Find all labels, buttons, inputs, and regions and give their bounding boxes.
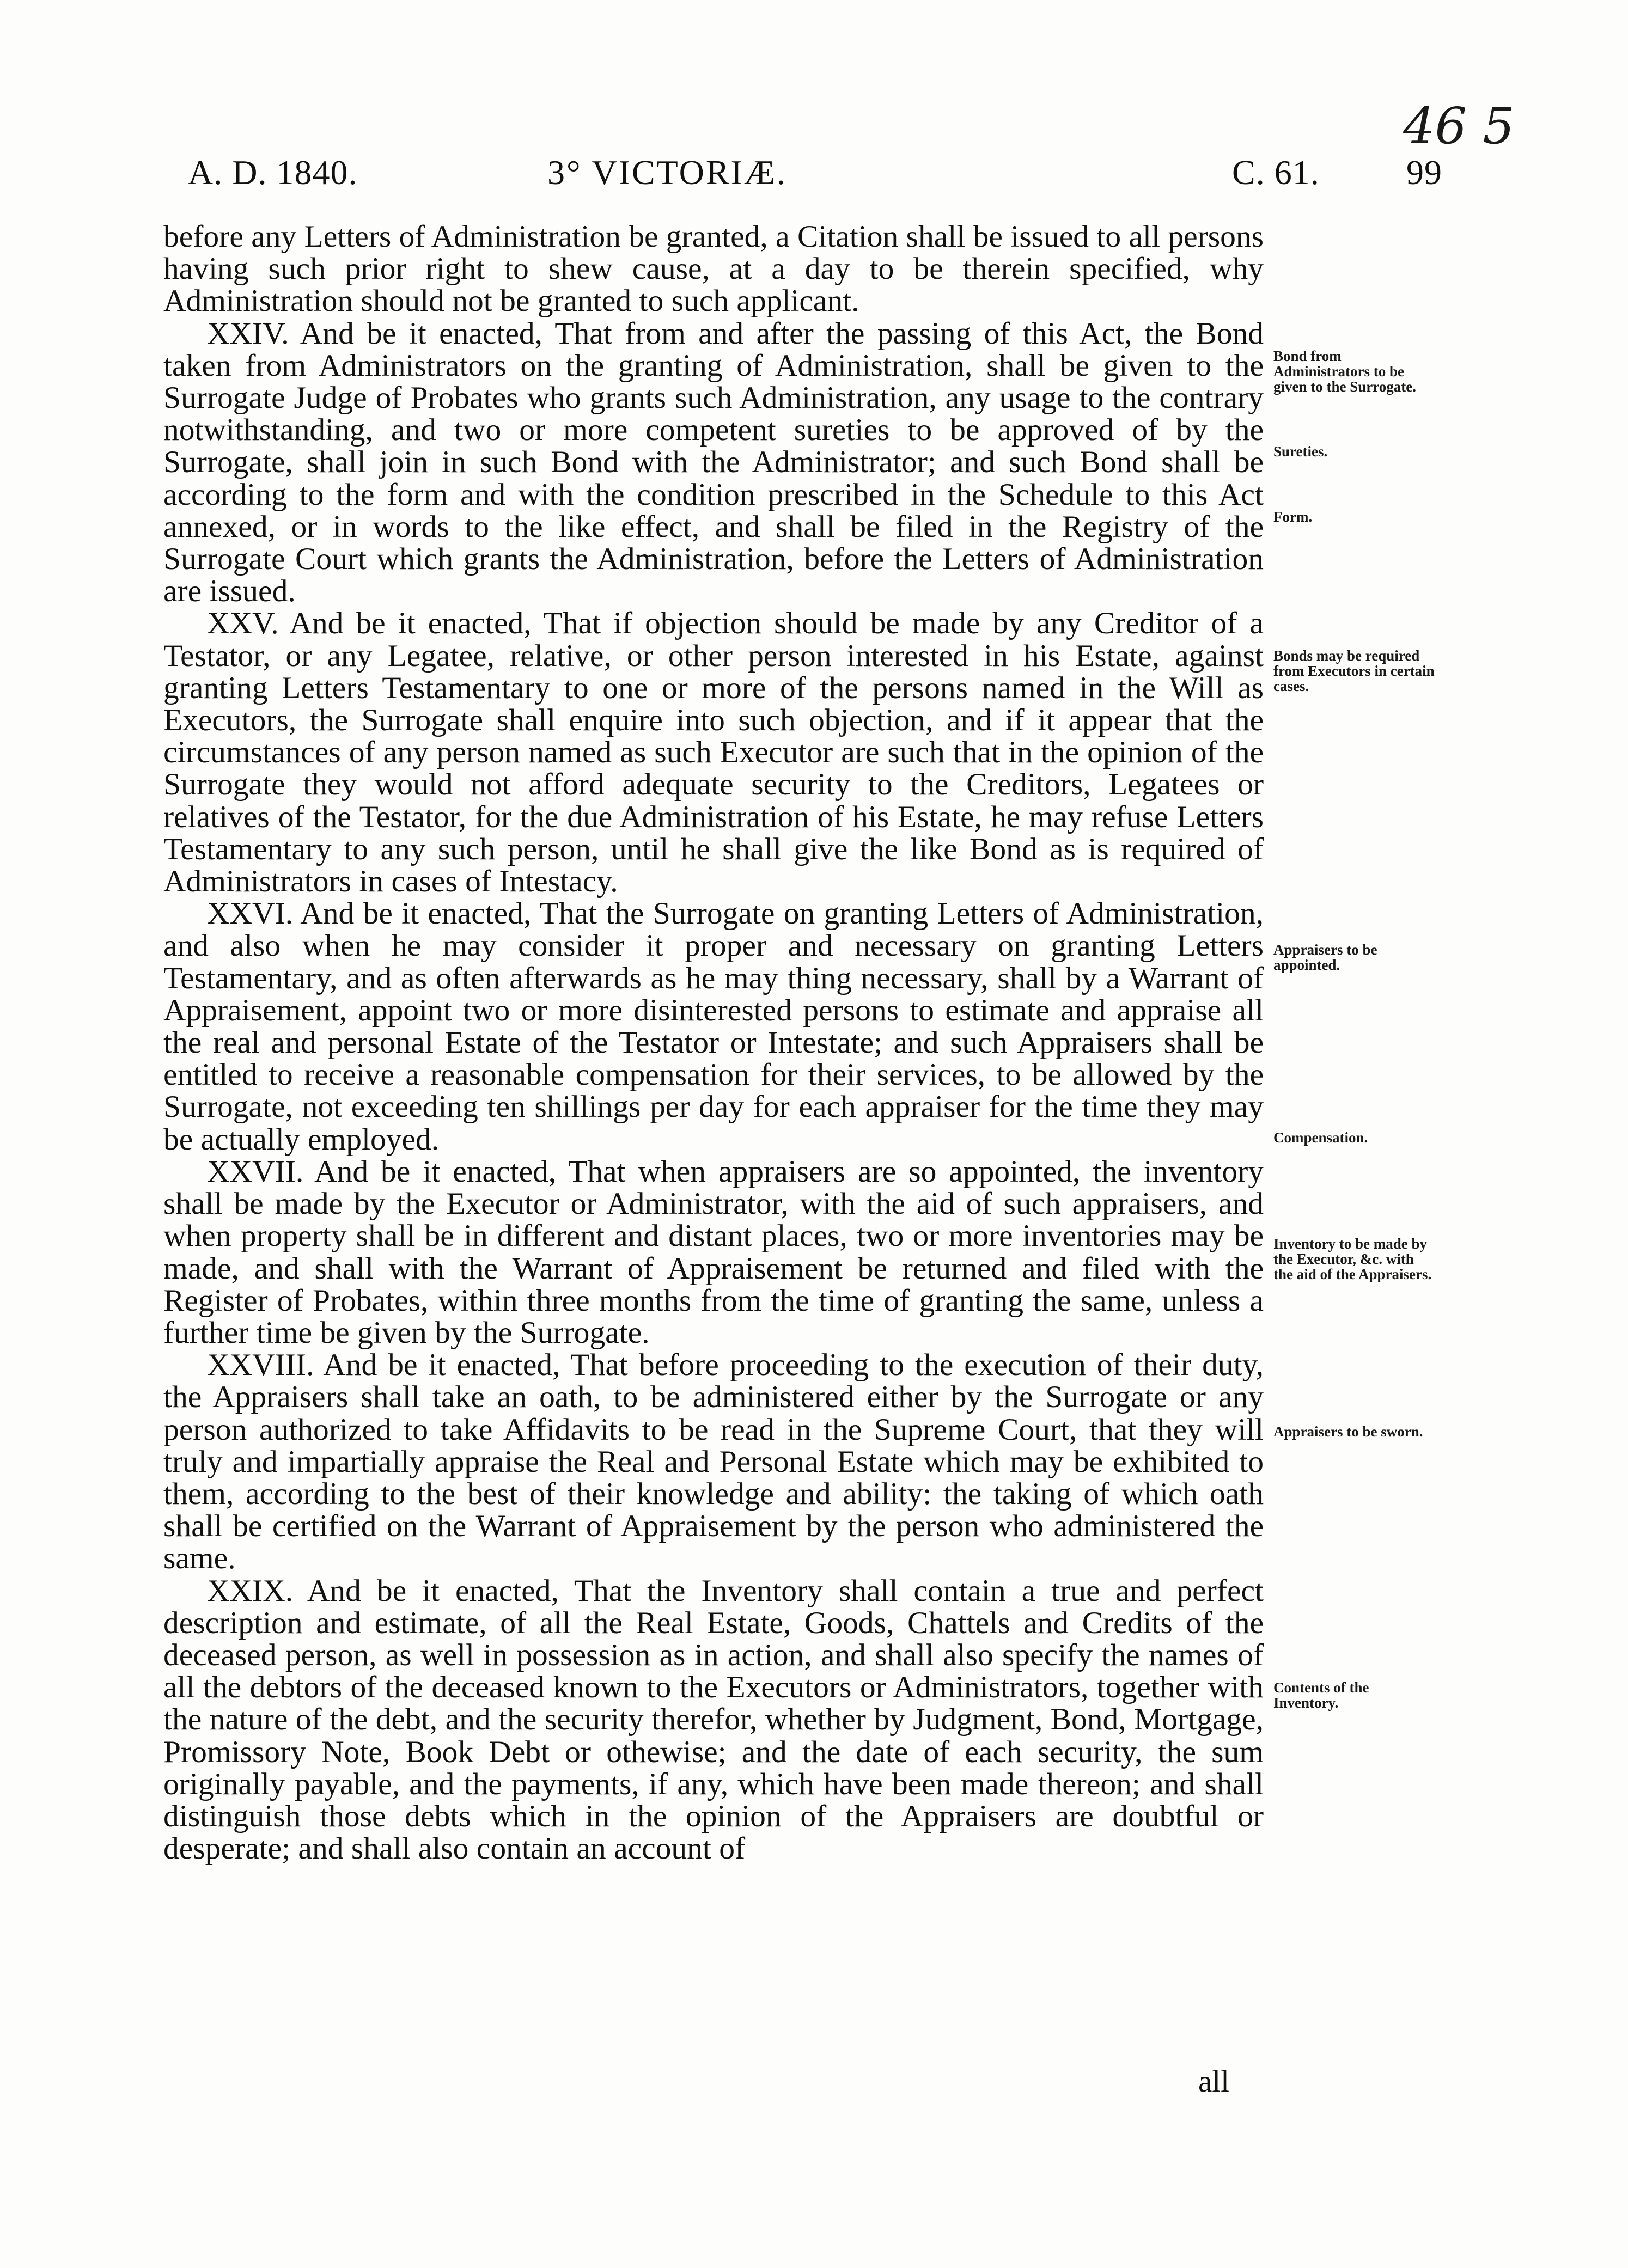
header-reign: 3° VICTORIÆ. <box>547 153 787 192</box>
section-xxiv: XXIV. And be it enacted, That from and after the passing of this Act, the Bond taken from Administrators on the granting of Administration, shall be given to the Surrogate Judge of Probates who grants such Administration, any usage to the contrary notwithstanding, and two or more competent sureties to be approved of by the Surrogate, shall join in such Bond with the Administrator; and such Bond shall be according to the form and with the condition prescribed in the Schedule to this Act annexed, or in words to the like effect, and shall be filed in the Registry of the Surrogate Court which grants the Administration, before the Letters of Administration are issued. <box>163 316 1264 609</box>
margin-note-compensation: Compensation. <box>1273 1129 1368 1146</box>
margin-note-sworn: Appraisers to be sworn. <box>1273 1423 1423 1440</box>
margin-note-appraisers: Appraisers to be appointed. <box>1273 942 1377 973</box>
catchword: all <box>1198 2064 1229 2099</box>
section-xxviii: XXVIII. And be it enacted, That before proceeding to the execution of their duty, the Appraisers shall take an oath, to be administered either by the Surrogate or any person authorized to take Affidavits to be read in the Supreme Court, that they will truly and impartially appraise the Real and Personal Estate which may be exhibited to them, according to the best of their knowledge and ability: the taking of which oath shall be certified on the Warrant of Appraisement by the person who administered the same. <box>163 1348 1264 1576</box>
margin-note-form: Form. <box>1273 509 1313 525</box>
statute-text <box>163 221 1264 1864</box>
section-xxix: XXIX. And be it enacted, That the Inventory shall contain a true and perfect description and estimate, of all the Real Estate, Goods, Chattels and Credits of the deceased person, as well in possession as in action, and shall also specify the names of all the debtors of the deceased known to the Executors or Administrators, together with the nature of the debt, and the security therefor, whether by Judgment, Bond, Mortgage, Promissory Note, Book Debt or othewise; and the date of each security, the sum originally payable, and the payments, if any, which have been made thereon; and shall distinguish those debts which in the opinion of the Appraisers are doubtful or desperate; and shall also contain an account of <box>163 1573 1264 1866</box>
margin-note-sureties: Sureties. <box>1273 443 1328 460</box>
header-page-number: 99 <box>1406 153 1442 192</box>
section-xxvi: XXVI. And be it enacted, That the Surrogate on granting Letters of Administration, and also when he may consider it proper and necessary on granting Letters Testamentary, and as often afterwards as he may thing necessary, shall by a Warrant of Appraisement, appoint two or more disinterested persons to estimate and appraise all the real and personal Estate of the Testator or Intestate; and such Appraisers shall be entitled to receive a reasonable compensation for their services, to be allowed by the Surrogate, not exceeding ten shillings per day for each appraiser for the time they may be actually employed. <box>163 896 1264 1157</box>
header-year: A. D. 1840. <box>188 153 358 192</box>
margin-note-bonds-executors: Bonds may be required from Executors in certain cases. <box>1273 647 1435 694</box>
section-xxvii: XXVII. And be it enacted, That when appraisers are so appointed, the inventory shall be made by the Executor or Administrator, with the aid of such appraisers, and when property shall be in different and distant places, two or more inventories may be made, and shall with the Warrant of Appraisement be returned and filed with the Register of Probates, within three months from the time of granting the same, unless a further time be given by the Surrogate. <box>163 1154 1264 1350</box>
paragraph-continuation: before any Letters of Administration be granted, a Citation shall be issued to all persons having such prior right to shew cause, at a day to be therein specified, why Administration should not be granted to such applicant. <box>163 219 1264 319</box>
margin-note-bond: Bond from Administrators to be given to the Surrogate. <box>1273 348 1416 395</box>
handwritten-folio: 46 5 <box>1403 97 1515 155</box>
section-xxv: XXV. And be it enacted, That if objection should be made by any Creditor of a Testator, or any Legatee, relative, or other person interested in his Estate, against granting Letters Testamentary to one or more of the persons named in the Will as Executors, the Surrogate shall enquire into such objection, and if it appear that the circumstances of any person named as such Executor are such that in the opinion of the Surrogate they would not afford adequate security to the Creditors, Legatees or relatives of the Testator, for the due Administration of his Estate, he may refuse Letters Testamentary to any such person, until he shall give the like Bond as is required of Administrators in cases of Intestacy. <box>163 606 1264 899</box>
margin-note-inventory: Inventory to be made by the Executor, &c. with the aid of the Appraisers. <box>1273 1236 1432 1282</box>
running-header <box>0 152 1628 207</box>
header-chapter: C. 61. <box>1232 153 1320 192</box>
margin-note-contents: Contents of the Inventory. <box>1273 1679 1369 1711</box>
